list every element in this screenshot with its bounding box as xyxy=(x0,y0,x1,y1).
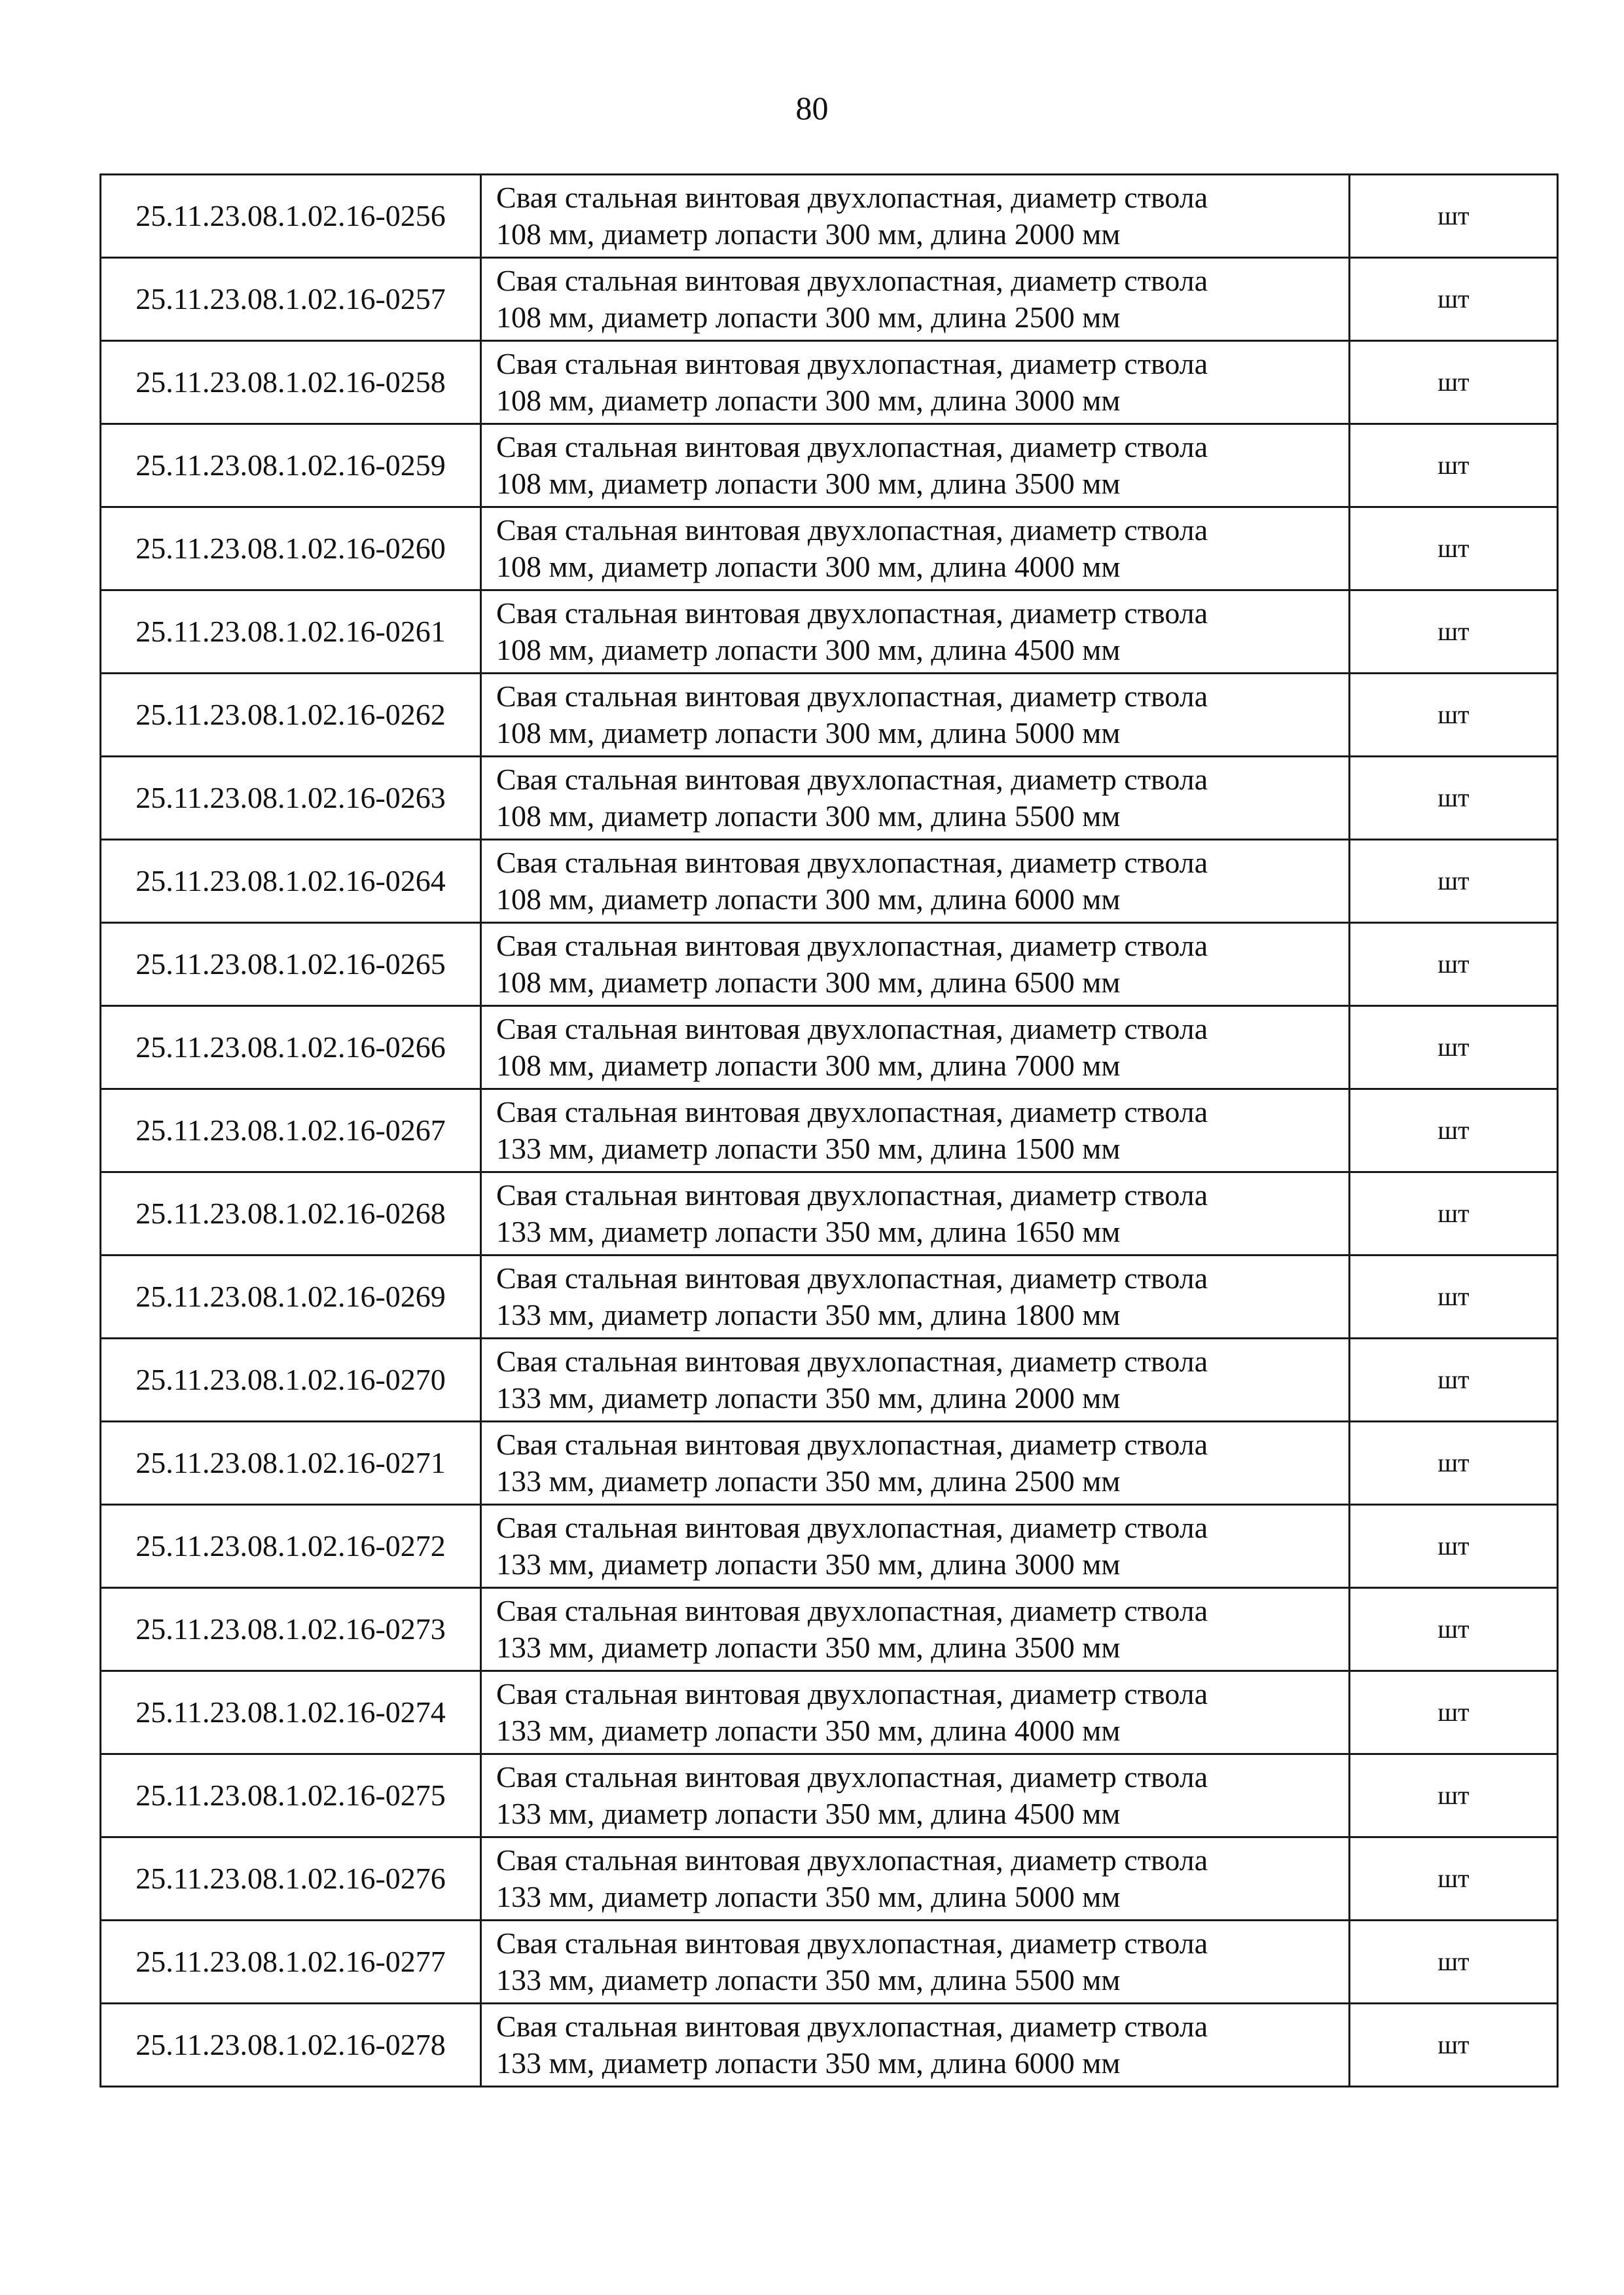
description-line-1: Свая стальная винтовая двухлопастная, диаметр ствола xyxy=(496,763,1208,796)
resource-description xyxy=(481,1921,1350,2004)
table-row xyxy=(101,1837,1558,1921)
resource-code: 25.11.23.08.1.02.16-0269 xyxy=(101,1256,481,1339)
description-line-1: Свая стальная винтовая двухлопастная, диаметр ствола xyxy=(496,929,1208,962)
resource-description xyxy=(481,757,1350,840)
resource-description xyxy=(481,424,1350,507)
resource-description xyxy=(481,1339,1350,1422)
table-row xyxy=(101,1256,1558,1339)
unit-of-measure: шт xyxy=(1350,840,1558,923)
table-row xyxy=(101,1671,1558,1754)
resource-code: 25.11.23.08.1.02.16-0257 xyxy=(101,258,481,341)
resource-description xyxy=(481,341,1350,424)
resource-description xyxy=(481,1671,1350,1754)
description-line-1: Свая стальная винтовая двухлопастная, диаметр ствола xyxy=(496,846,1208,879)
unit-of-measure: шт xyxy=(1350,258,1558,341)
description-line-1: Свая стальная винтовая двухлопастная, диаметр ствола xyxy=(496,1178,1208,1212)
description-line-1: Свая стальная винтовая двухлопастная, диаметр ствола xyxy=(496,1428,1208,1461)
resource-description xyxy=(481,1172,1350,1256)
unit-of-measure: шт xyxy=(1350,1006,1558,1089)
resource-description xyxy=(481,258,1350,341)
resource-code: 25.11.23.08.1.02.16-0270 xyxy=(101,1339,481,1422)
unit-of-measure: шт xyxy=(1350,1754,1558,1837)
unit-of-measure: шт xyxy=(1350,1671,1558,1754)
description-line-2: 133 мм, диаметр лопасти 350 мм, длина 2000 мм xyxy=(496,1381,1121,1415)
resource-description xyxy=(481,923,1350,1006)
resource-description xyxy=(481,1089,1350,1172)
description-line-2: 133 мм, диаметр лопасти 350 мм, длина 5500 мм xyxy=(496,1963,1121,1997)
description-line-2: 108 мм, диаметр лопасти 300 мм, длина 2000 мм xyxy=(496,217,1121,251)
description-line-2: 133 мм, диаметр лопасти 350 мм, длина 3000 мм xyxy=(496,1547,1121,1581)
resource-description xyxy=(481,1754,1350,1837)
description-line-1: Свая стальная винтовая двухлопастная, диаметр ствола xyxy=(496,1261,1208,1295)
description-line-2: 133 мм, диаметр лопасти 350 мм, длина 4500 мм xyxy=(496,1797,1121,1830)
resource-description xyxy=(481,1006,1350,1089)
description-line-2: 133 мм, диаметр лопасти 350 мм, длина 3500 мм xyxy=(496,1631,1121,1664)
table-row xyxy=(101,840,1558,923)
description-line-1: Свая стальная винтовая двухлопастная, диаметр ствола xyxy=(496,430,1208,463)
table-row xyxy=(101,1754,1558,1837)
table-row xyxy=(101,1921,1558,2004)
resource-code: 25.11.23.08.1.02.16-0259 xyxy=(101,424,481,507)
resource-description xyxy=(481,1422,1350,1505)
description-line-2: 108 мм, диаметр лопасти 300 мм, длина 4500 мм xyxy=(496,633,1121,666)
resource-code: 25.11.23.08.1.02.16-0276 xyxy=(101,1837,481,1921)
description-line-1: Свая стальная винтовая двухлопастная, диаметр ствола xyxy=(496,679,1208,713)
resource-description xyxy=(481,1256,1350,1339)
resource-code: 25.11.23.08.1.02.16-0266 xyxy=(101,1006,481,1089)
description-line-2: 108 мм, диаметр лопасти 300 мм, длина 7000 мм xyxy=(496,1049,1121,1082)
resource-description xyxy=(481,674,1350,757)
table-row xyxy=(101,175,1558,258)
description-line-2: 108 мм, диаметр лопасти 300 мм, длина 5500 мм xyxy=(496,799,1121,833)
description-line-2: 133 мм, диаметр лопасти 350 мм, длина 6000 мм xyxy=(496,2046,1121,2080)
table-row xyxy=(101,757,1558,840)
unit-of-measure: шт xyxy=(1350,674,1558,757)
description-line-1: Свая стальная винтовая двухлопастная, диаметр ствола xyxy=(496,1843,1208,1877)
table-row xyxy=(101,1006,1558,1089)
unit-of-measure: шт xyxy=(1350,1422,1558,1505)
page-number: 80 xyxy=(795,90,829,126)
description-line-1: Свая стальная винтовая двухлопастная, диаметр ствола xyxy=(496,1677,1208,1710)
description-line-1: Свая стальная винтовая двухлопастная, диаметр ствола xyxy=(496,1926,1208,1960)
table-row xyxy=(101,1588,1558,1671)
unit-of-measure: шт xyxy=(1350,1837,1558,1921)
resource-description xyxy=(481,2004,1350,2087)
resource-code: 25.11.23.08.1.02.16-0277 xyxy=(101,1921,481,2004)
description-line-2: 108 мм, диаметр лопасти 300 мм, длина 2500 мм xyxy=(496,300,1121,334)
table-row xyxy=(101,1422,1558,1505)
resource-code: 25.11.23.08.1.02.16-0263 xyxy=(101,757,481,840)
table-row xyxy=(101,258,1558,341)
unit-of-measure: шт xyxy=(1350,1256,1558,1339)
table-row xyxy=(101,1339,1558,1422)
unit-of-measure: шт xyxy=(1350,1172,1558,1256)
description-line-1: Свая стальная винтовая двухлопастная, диаметр ствола xyxy=(496,1345,1208,1378)
resource-description xyxy=(481,1588,1350,1671)
description-line-2: 108 мм, диаметр лопасти 300 мм, длина 3500 мм xyxy=(496,467,1121,500)
unit-of-measure: шт xyxy=(1350,507,1558,590)
resource-code: 25.11.23.08.1.02.16-0278 xyxy=(101,2004,481,2087)
description-line-1: Свая стальная винтовая двухлопастная, диаметр ствола xyxy=(496,1594,1208,1627)
unit-of-measure: шт xyxy=(1350,424,1558,507)
unit-of-measure: шт xyxy=(1350,1505,1558,1588)
unit-of-measure: шт xyxy=(1350,923,1558,1006)
description-line-2: 133 мм, диаметр лопасти 350 мм, длина 4000 мм xyxy=(496,1714,1121,1747)
resource-code: 25.11.23.08.1.02.16-0274 xyxy=(101,1671,481,1754)
table-row xyxy=(101,1089,1558,1172)
unit-of-measure: шт xyxy=(1350,2004,1558,2087)
table-row xyxy=(101,2004,1558,2087)
resource-description xyxy=(481,507,1350,590)
unit-of-measure: шт xyxy=(1350,1089,1558,1172)
table-row xyxy=(101,424,1558,507)
description-line-2: 108 мм, диаметр лопасти 300 мм, длина 3000 мм xyxy=(496,384,1121,417)
unit-of-measure: шт xyxy=(1350,175,1558,258)
resource-description xyxy=(481,1837,1350,1921)
resource-code: 25.11.23.08.1.02.16-0265 xyxy=(101,923,481,1006)
unit-of-measure: шт xyxy=(1350,341,1558,424)
unit-of-measure: шт xyxy=(1350,590,1558,674)
description-line-2: 133 мм, диаметр лопасти 350 мм, длина 1500 мм xyxy=(496,1132,1121,1165)
resource-code: 25.11.23.08.1.02.16-0272 xyxy=(101,1505,481,1588)
table-row xyxy=(101,674,1558,757)
resource-description xyxy=(481,590,1350,674)
resource-code: 25.11.23.08.1.02.16-0273 xyxy=(101,1588,481,1671)
description-line-1: Свая стальная винтовая двухлопастная, диаметр ствола xyxy=(496,596,1208,630)
description-line-2: 133 мм, диаметр лопасти 350 мм, длина 1650 мм xyxy=(496,1215,1121,1248)
table-row xyxy=(101,507,1558,590)
description-line-1: Свая стальная винтовая двухлопастная, диаметр ствола xyxy=(496,513,1208,547)
table-row xyxy=(101,1505,1558,1588)
resource-code: 25.11.23.08.1.02.16-0271 xyxy=(101,1422,481,1505)
description-line-1: Свая стальная винтовая двухлопастная, диаметр ствола xyxy=(496,347,1208,380)
description-line-2: 108 мм, диаметр лопасти 300 мм, длина 4000 мм xyxy=(496,550,1121,583)
description-line-1: Свая стальная винтовая двухлопастная, диаметр ствола xyxy=(496,181,1208,214)
unit-of-measure: шт xyxy=(1350,1339,1558,1422)
description-line-2: 133 мм, диаметр лопасти 350 мм, длина 5000 мм xyxy=(496,1880,1121,1913)
table-row xyxy=(101,590,1558,674)
resource-description xyxy=(481,175,1350,258)
resource-code: 25.11.23.08.1.02.16-0258 xyxy=(101,341,481,424)
resource-code: 25.11.23.08.1.02.16-0256 xyxy=(101,175,481,258)
resource-code: 25.11.23.08.1.02.16-0267 xyxy=(101,1089,481,1172)
resource-code: 25.11.23.08.1.02.16-0262 xyxy=(101,674,481,757)
resource-description xyxy=(481,840,1350,923)
unit-of-measure: шт xyxy=(1350,1588,1558,1671)
resource-code: 25.11.23.08.1.02.16-0260 xyxy=(101,507,481,590)
description-line-2: 133 мм, диаметр лопасти 350 мм, длина 1800 мм xyxy=(496,1298,1121,1331)
unit-of-measure: шт xyxy=(1350,1921,1558,2004)
description-line-2: 108 мм, диаметр лопасти 300 мм, длина 6000 мм xyxy=(496,882,1121,916)
description-line-2: 133 мм, диаметр лопасти 350 мм, длина 2500 мм xyxy=(496,1464,1121,1498)
resource-code: 25.11.23.08.1.02.16-0261 xyxy=(101,590,481,674)
resource-code: 25.11.23.08.1.02.16-0264 xyxy=(101,840,481,923)
unit-of-measure: шт xyxy=(1350,757,1558,840)
resource-table xyxy=(99,173,1559,2087)
description-line-1: Свая стальная винтовая двухлопастная, диаметр ствола xyxy=(496,2010,1208,2043)
description-line-1: Свая стальная винтовая двухлопастная, диаметр ствола xyxy=(496,1095,1208,1129)
table-row xyxy=(101,341,1558,424)
table-row xyxy=(101,923,1558,1006)
description-line-1: Свая стальная винтовая двухлопастная, диаметр ствола xyxy=(496,1511,1208,1544)
resource-description xyxy=(481,1505,1350,1588)
description-line-1: Свая стальная винтовая двухлопастная, диаметр ствола xyxy=(496,1012,1208,1045)
description-line-1: Свая стальная винтовая двухлопастная, диаметр ствола xyxy=(496,1760,1208,1794)
description-line-1: Свая стальная винтовая двухлопастная, диаметр ствола xyxy=(496,264,1208,297)
description-line-2: 108 мм, диаметр лопасти 300 мм, длина 5000 мм xyxy=(496,716,1121,750)
description-line-2: 108 мм, диаметр лопасти 300 мм, длина 6500 мм xyxy=(496,966,1121,999)
table-row xyxy=(101,1172,1558,1256)
resource-code: 25.11.23.08.1.02.16-0275 xyxy=(101,1754,481,1837)
resource-code: 25.11.23.08.1.02.16-0268 xyxy=(101,1172,481,1256)
